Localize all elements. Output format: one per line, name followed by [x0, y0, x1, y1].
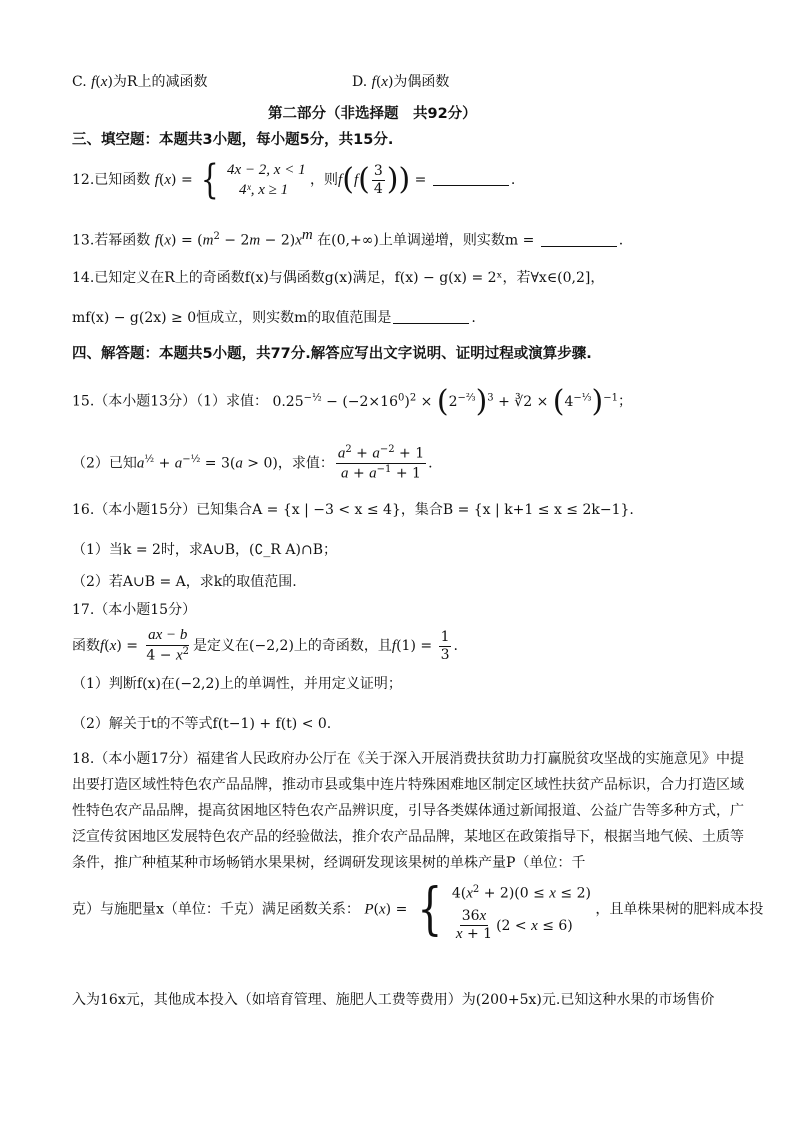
q12-piece-1: 4x − 2, x < 1	[227, 162, 306, 178]
question-18-last-line: 入为16x元，其他成本投入（如培育管理、施肥人工费等费用）为(200+5x)元.已知这种水果的市场售价	[72, 992, 715, 1008]
q18-piece-2: $\frac{36x}{x + 1}$ (2 < x ≤ 6)	[455, 907, 573, 942]
question-12: 12.已知函数 f(x) = { 4x − 2, x < 1 4ˣ, x ≥ 1 ，则f(f( $\frac{3}{4}$ )) = .	[72, 157, 516, 203]
option-c: C. f(x)为R上的减函数	[72, 74, 208, 90]
q12-mid: ，则	[310, 172, 339, 188]
q12-fraction	[372, 163, 385, 196]
section3-heading: 三、填空题：本题共3小题，每小题5分，共15分.	[72, 132, 394, 148]
left-brace-icon: {	[417, 876, 443, 942]
question-17-sub1: （1）判断f(x)在(−2,2)上的单调性，并用定义证明；	[72, 676, 402, 692]
q17-value-fraction: $\frac{1}{3}$	[440, 629, 450, 663]
question-14-line1: 14.已知定义在R上的奇函数f(x)与偶函数g(x)满足，f(x) − g(x) = 2ˣ，若∀x∈(0,2]，	[72, 270, 605, 286]
q14-answer-blank	[393, 309, 469, 324]
q15-fraction: $\frac{a^2 + a^{-2} + 1}{a + a^{-1} + 1}$	[337, 444, 425, 482]
q13-answer-blank	[541, 232, 617, 247]
q12-frac-num: 3	[373, 163, 383, 180]
q12-answer-blank	[433, 171, 509, 186]
q15-part2-mid: ，求值：	[277, 455, 334, 472]
q15-prefix: 15.（本小题13分）（1）求值：	[72, 393, 268, 410]
q18-formula-prefix: 克）与施肥量x（单位：千克）满足函数关系：	[72, 901, 360, 918]
section4-heading: 四、解答题：本题共5小题，共77分.解答应写出文字说明、证明过程或演算步骤.	[72, 346, 592, 362]
question-17-line1: 函数f(x) = $\frac{ax - b}{4 - x^2}$ 是定义在(−2,2)上的奇函数，且f(1) = $\frac{1}{3}$ .	[72, 627, 458, 664]
q18-formula-suffix: ，且单株果树的肥料成本投	[595, 901, 764, 918]
q12-piece-2: 4ˣ, x ≥ 1	[239, 182, 289, 198]
question-17-sub2: （2）解关于t的不等式f(t−1) + f(t) < 0.	[72, 716, 332, 732]
left-brace-icon: {	[200, 157, 219, 203]
q15-part2-prefix: （2）已知	[72, 455, 137, 472]
question-16: 16.（本小题15分）已知集合A = {x | −3 < x ≤ 4}，集合B = {x | k+1 ≤ x ≤ 2k−1}.	[72, 502, 634, 518]
q12-prefix: 12.已知函数	[72, 172, 151, 188]
q13-prefix: 13.若幂函数	[72, 232, 151, 249]
q14-line2-text: mf(x) − g(2x) ≥ 0恒成立，则实数m的取值范围是	[72, 310, 392, 326]
question-16-sub1: （1）当k = 2时，求A∪B，(∁_R A)∩B；	[72, 542, 338, 558]
q17-mid: 是定义在(−2,2)上的奇函数，且	[193, 638, 392, 654]
question-15-part2: （2）已知$a^{\frac{1}{2}} + a^{-\frac{1}{2}} = 3(a > 0)$，求值： $\frac{a^2 + a^{-2} + 1}{a + a^{-1} + 1}$ .	[72, 444, 433, 482]
q18-piece-1: $4(x^2 + 2)(0 \le x \le 2)$	[451, 884, 591, 902]
question-16-sub2: （2）若A∪B = A，求k的取值范围.	[72, 574, 297, 590]
question-18-paragraph: 18.（本小题17分）福建省人民政府办公厅在《关于深入开展消费扶贫助力打赢脱贫攻坚战的实施意见》中提出要打造区域性特色农产品品牌，推动市县或集中连片特殊困难地区制定区域性扶贫产品标识，合力打造区域性特色农产品品牌，提高贫困地区特色农产品辨识度，引导各类媒体通过新闻报道、公益广告等多种方式，广泛宣传贫困地区发展特色农产品的经验做法，推介农产品品牌，某地区在政策指导下，根据当地气候、土质等条件，推广种植某种市场畅销水果果树，经调研发现该果树的单株产量P（单位：千	[72, 751, 744, 871]
question-15-part1: 15.（本小题13分）（1）求值： $0.25^{-\frac{1}{2}} - (-2\times 16^0)^2 \times (2^{-\frac{2}{3}})^3$ + ∛2 × $(4^{-\frac{1}{3}})^{-1}$；	[72, 383, 632, 419]
q13-mid: 在(0,+∞)上单调递增，则实数m =	[317, 232, 535, 249]
q18-pieces	[452, 876, 591, 943]
question-18-formula-line: 克）与施肥量x（单位：千克）满足函数关系： P(x) = { $4(x^2 + 2)(0 \le x \le 2)$ $\frac{36x}{x + 1}$ (2 < x ≤ 6) ，且单株果树的肥料成本投	[72, 876, 764, 942]
question-13: 13.若幂函数 $f(x) = (m^2 - 2m - 2)x^m$ 在(0,+∞)上单调递增，则实数m = .	[72, 227, 624, 249]
option-d: D. f(x)为偶函数	[352, 74, 450, 90]
question-14-line2: mf(x) − g(2x) ≥ 0恒成立，则实数m的取值范围是 .	[72, 310, 476, 326]
q12-pieces	[227, 160, 306, 200]
question-17-title: 17.（本小题15分）	[72, 602, 197, 618]
q17-fraction: $\frac{ax - b}{4 - x^2}$	[146, 627, 189, 664]
q17-prefix: 函数	[72, 638, 100, 654]
q12-frac-den: 4	[373, 180, 383, 197]
part2-title: 第二部分（非选择题 共92分）	[268, 106, 477, 122]
